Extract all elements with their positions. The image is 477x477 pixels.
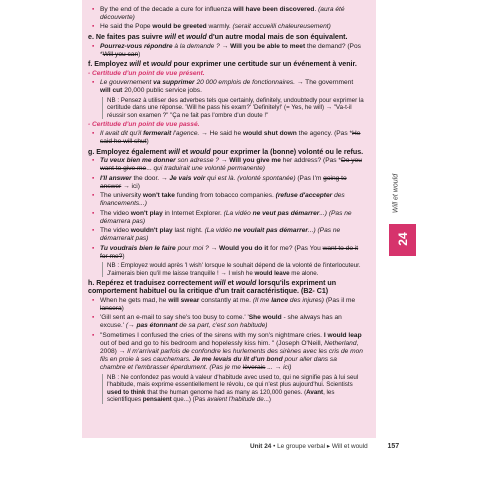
- bullet-icon: ▪: [92, 244, 95, 252]
- bullet-icon: ▪: [92, 314, 95, 322]
- footer-unit: Unit 24: [250, 443, 272, 450]
- note-box: NB : Employez would après 'I wish' lorsque le souhait dépend de la volonté de l'interlocuteur. J'aimerais bien qu'il me laisse tranquille ! → I wish he would leave me alone.: [102, 262, 364, 277]
- footer: [250, 442, 399, 450]
- bullet-item: ▪ I'll answer the door. → Je vais voir qui est là. (volonté spontanée) (Pas I'm going to answer → ici): [92, 174, 347, 190]
- side-label: [389, 170, 403, 224]
- bullet-item: ▪ He said the Pope would be greeted warmly. (serait accueilli chaleureusement): [92, 23, 331, 31]
- content-column: [82, 0, 368, 405]
- unit-tab: [389, 224, 416, 256]
- bullet-item: ▪ The video won't play in Internet Explorer. (La vidéo ne veut pas démarrer...) (Pas ne démarrera pas): [92, 209, 352, 225]
- bullet-item: ▪ By the end of the decade a cure for influenza will have been discovered. (aura été découverte): [92, 6, 345, 22]
- bullet-icon: ▪: [92, 174, 95, 182]
- bullet-icon: ▪: [92, 227, 95, 235]
- bullet-item: ▪ When he gets mad, he will swear constantly at me. (Il me lance des injures) (Pas il me lancera): [92, 296, 356, 312]
- bullet-icon: ▪: [92, 209, 95, 217]
- bullet-icon: ▪: [92, 6, 95, 13]
- subsection-heading: - Certitude d'un point de vue passé.: [88, 120, 200, 128]
- bullet-icon: ▪: [92, 157, 95, 165]
- bullet-item: ▪ "Sometimes I confused the cries of the sirens with my son's nightmare cries. I would leap out of bed and go to his bedroom and hopelessly kiss him. " (Joseph O'Neill, Netherland, 2008) → Il m'arrivait parfois de confondre les hurlements des sirènes avec les cris de mon fils en proie à ses cauchemars. Je me levais du lit d'un bond pour aller dans sa chambre et l'embrasser éperdument. (Pas je me lèverais ... → ici): [92, 331, 363, 372]
- bullet-item: ▪ Tu voudrais bien le faire pour moi ? → Would you do it for me? (Pas You want to do it for me?): [92, 244, 359, 260]
- note-box: NB : Ne confondez pas would à valeur d'habitude avec used to, qui ne signifie pas à lui seul l'habitude, mais exprime essentiellement le révolu, ce qui n'est plus aujourd'hui. Scientists used to think that the human genome had as many as 120,000 genes. (Avant, les scientifiques pensaient que...) (Pas avaient l'habitude de...): [102, 374, 364, 404]
- bullet-icon: ▪: [92, 42, 95, 50]
- bullet-item: ▪ Pourrez-vous répondre à la demande ? → Will you be able to meet the demand? (Pos *Will you can): [92, 42, 361, 58]
- bullet-item: ▪ Il avait dit qu'il fermerait l'agence. → He said he would shut down the agency. (Pas *He said he will shut): [92, 130, 361, 146]
- unit-tab-number: 24: [396, 232, 410, 246]
- bullet-icon: ▪: [92, 192, 95, 200]
- bullet-icon: ▪: [92, 23, 95, 31]
- bullet-icon: ▪: [92, 130, 95, 138]
- bullet-item: ▪ Le gouvernement va supprimer 20 000 emplois de fonctionnaires. → The government will cut 20,000 public service jobs.: [92, 79, 354, 95]
- section-heading: f. Employez will et would pour exprimer une certitude sur un événement à venir.: [88, 60, 357, 69]
- bullet-item: ▪ The university won't take funding from tobacco companies. (refuse d'accepter des financements...): [92, 192, 345, 208]
- bullet-icon: ▪: [92, 331, 95, 339]
- section-heading: h. Repérez et traduisez correctement will et would lorsqu'ils expriment un comportement habituel ou la critique d'un trait caractéristique. (B2- C1): [88, 278, 337, 296]
- bullet-item: ▪ 'Gill sent an e-mail to say she's too busy to come.' 'She would - she always has an excuse.' (→ pas étonnant de sa part, c'est son habitude): [92, 314, 342, 330]
- section-heading: e. Ne faites pas suivre will et would d'un autre modal mais de son équivalent.: [88, 32, 348, 41]
- section-heading: g. Employez également will et would pour exprimer la (bonne) volonté ou le refus.: [88, 147, 364, 156]
- bullet-icon: ▪: [92, 296, 95, 304]
- subsection-heading: - Certitude d'un point de vue présent.: [88, 69, 205, 77]
- bullet-item: ▪ Tu veux bien me donner son adresse ? → Will you give me her address? (Pas *Do you want to give me... qui traduirait une volonté permanente): [92, 157, 362, 173]
- side-label-text: Will et would: [392, 173, 400, 214]
- bullet-item: ▪ The video wouldn't play last night. (La vidéo ne voulait pas démarrer...) (Pas ne démarrerait pas): [92, 227, 341, 243]
- footer-text: • Le groupe verbal ▸ Will et would: [273, 443, 368, 450]
- bullet-icon: ▪: [92, 79, 95, 87]
- page-number: 157: [387, 443, 400, 450]
- note-box: NB : Pensez à utiliser des adverbes tels que certainly, definitely, undoubtedly pour exprimer la certitude dans une réponse. 'Will he pass his exam?' 'Definitely!' (= Yes, he will) → "Va-t-il réussir son examen ?" "Ça ne fait pas l'ombre d'un doute !": [102, 97, 364, 120]
